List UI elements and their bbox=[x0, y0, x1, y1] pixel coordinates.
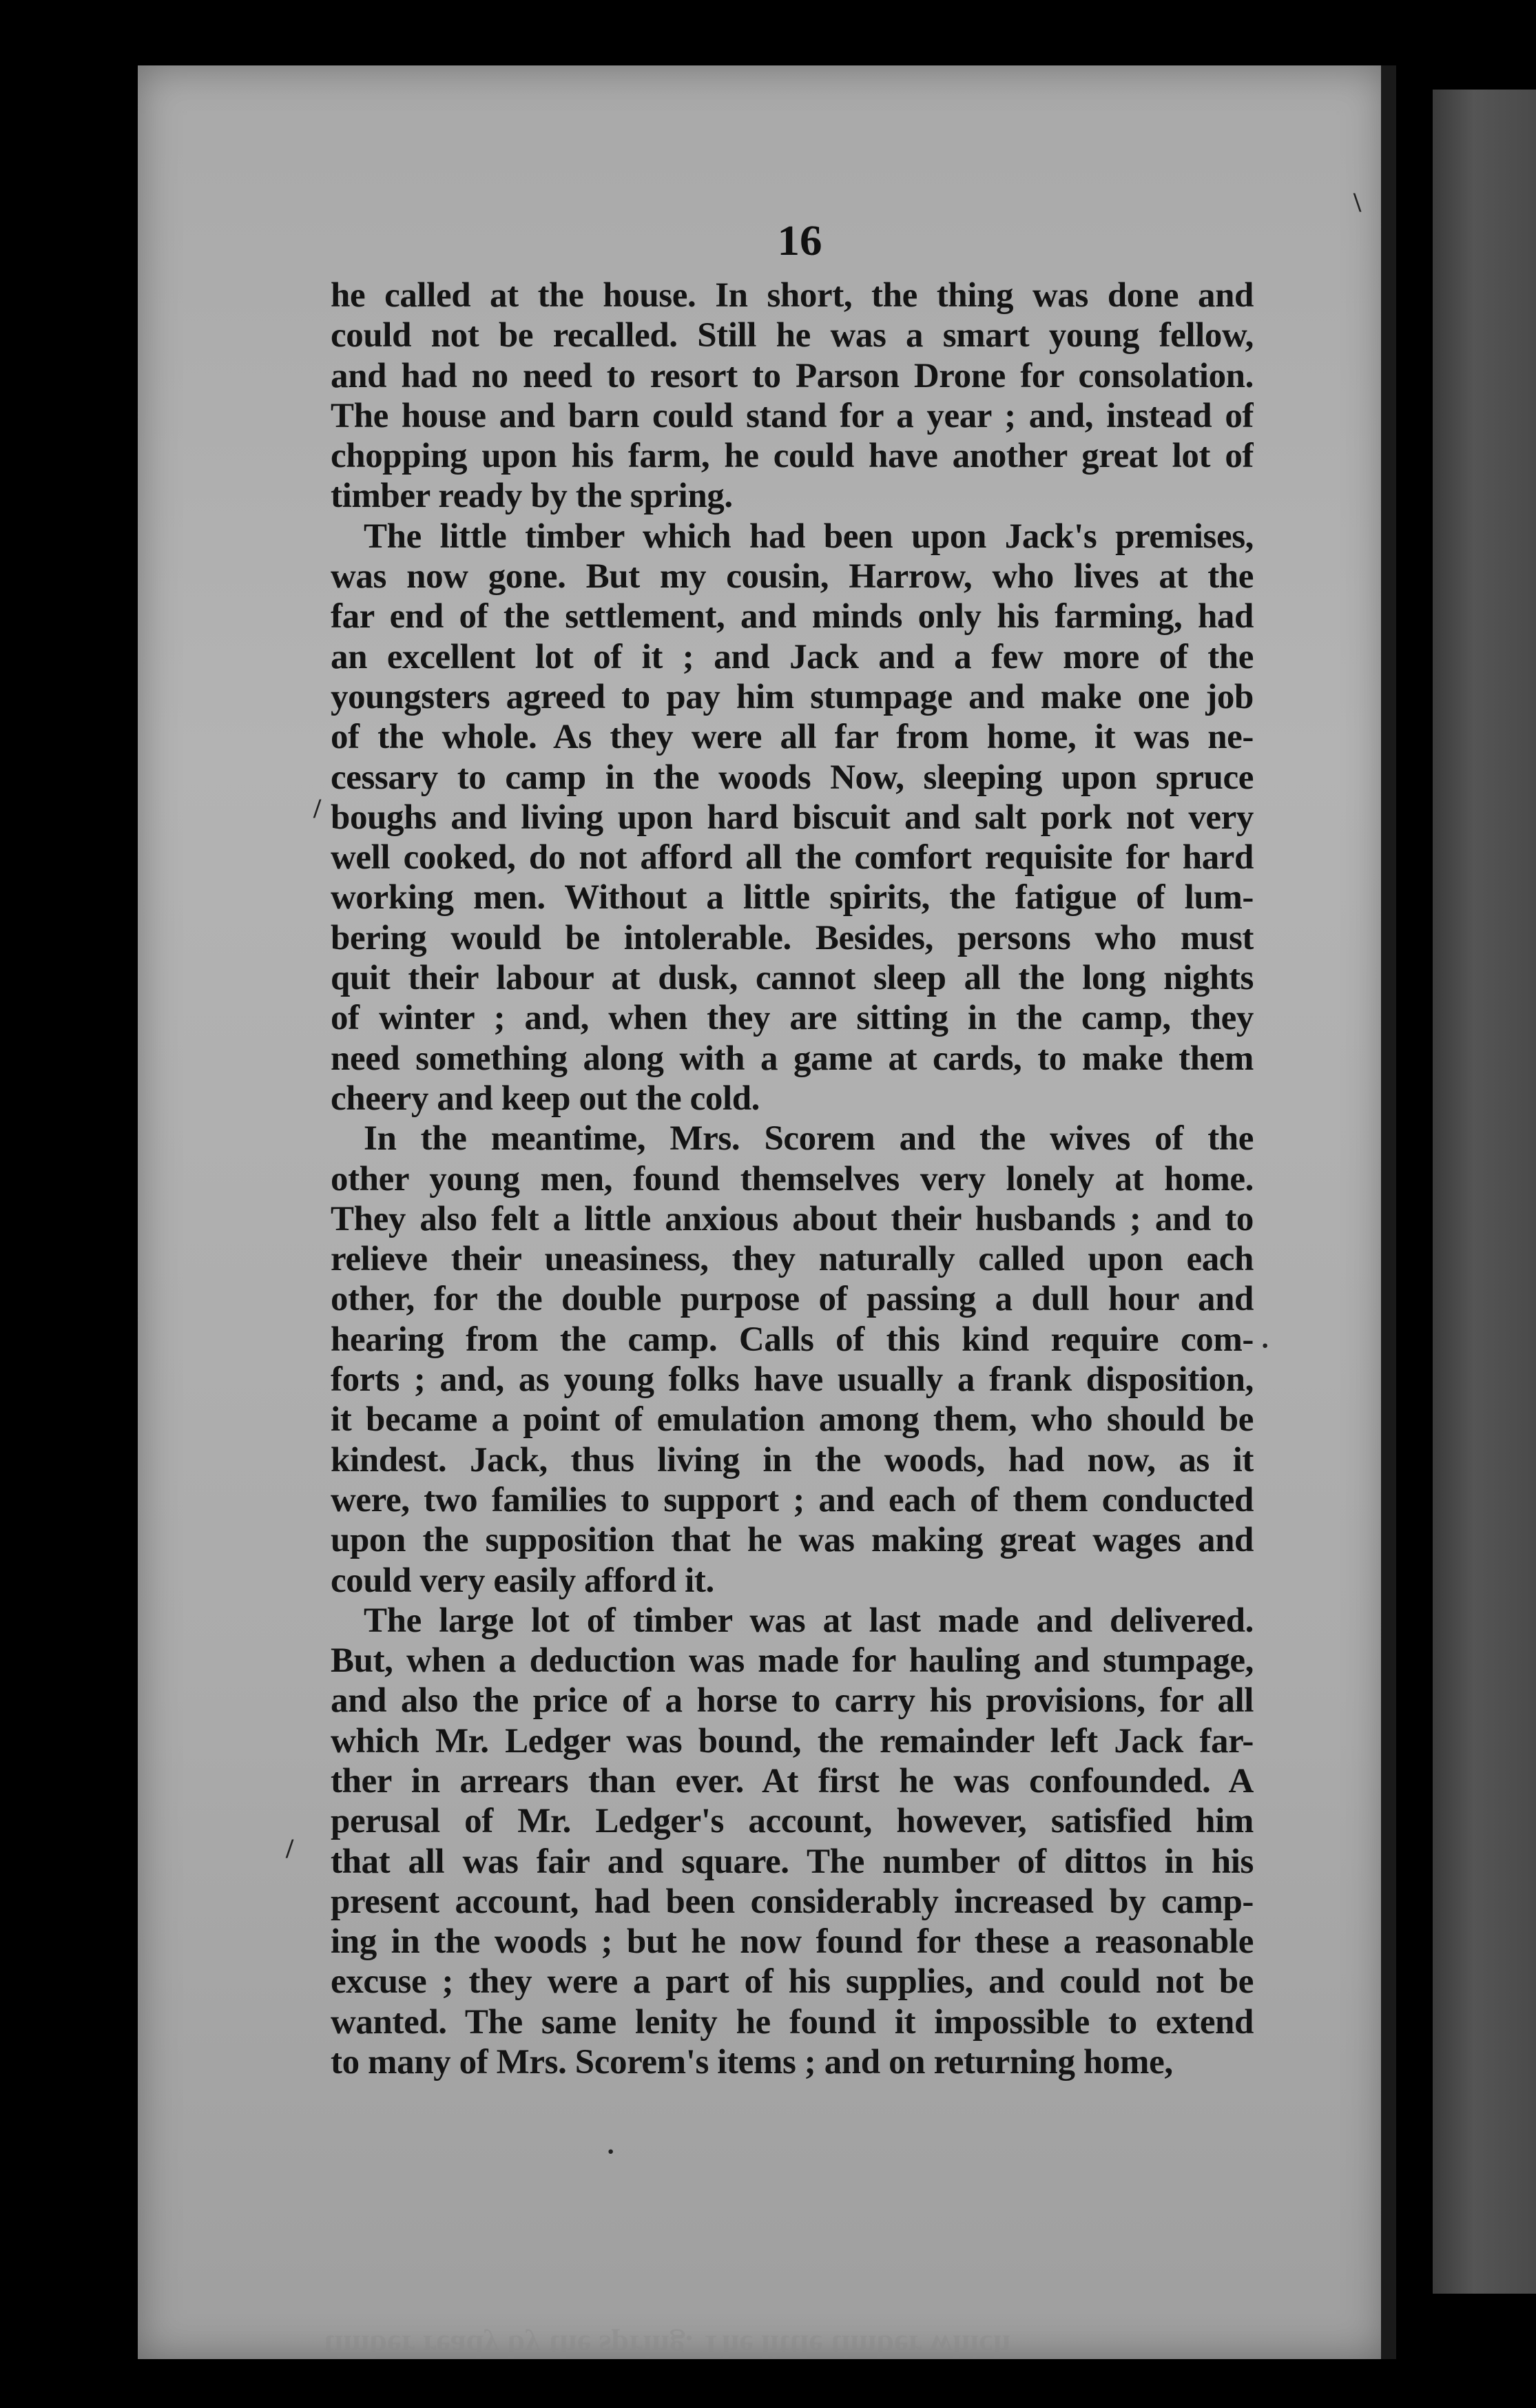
text-line: boughs and living upon hard biscuit and salt pork not very bbox=[331, 798, 1254, 837]
text-line: far end of the settlement, and minds only his farming, had bbox=[331, 597, 1254, 636]
text-line: could very easily afford it. bbox=[331, 1561, 714, 1600]
text-line: well cooked, do not afford all the comfort requisite for hard bbox=[331, 838, 1254, 878]
text-line: and also the price of a horse to carry his provisions, for all bbox=[331, 1681, 1254, 1721]
text-line: In the meantime, Mrs. Scorem and the wives of the bbox=[364, 1119, 1254, 1159]
text-line: bering would be intolerable. Besides, persons who must bbox=[331, 918, 1254, 957]
text-line: present account, had been considerably increased by camp- bbox=[331, 1882, 1254, 1921]
text-line: relieve their uneasiness, they naturally called upon each bbox=[331, 1240, 1254, 1279]
paragraph bbox=[331, 1601, 1254, 2083]
text-line: it became a point of emulation among them, who should be bbox=[331, 1400, 1254, 1440]
text-line: hearing from the camp. Calls of this kind require com- bbox=[331, 1320, 1254, 1359]
margin-mark: · bbox=[606, 2136, 616, 2167]
text-line: The little timber which had been upon Jack's premises, bbox=[364, 517, 1254, 556]
text-line: could not be recalled. Still he was a smart young fellow, bbox=[331, 316, 1254, 355]
text-line: which Mr. Ledger was bound, the remainder left Jack far- bbox=[331, 1721, 1254, 1761]
text-line: of the whole. As they were all far from home, it was ne- bbox=[331, 718, 1254, 757]
text-line: working men. Without a little spirits, the fatigue of lum- bbox=[331, 878, 1254, 917]
margin-mark: · bbox=[1260, 1330, 1270, 1361]
text-line: perusal of Mr. Ledger's account, however, satisfied him bbox=[331, 1802, 1254, 1841]
paragraph bbox=[331, 1119, 1254, 1601]
text-line: need something along with a game at cards, to make them bbox=[331, 1039, 1254, 1078]
bleed-through-text: timber ready by the spring. The little timber which bbox=[324, 2329, 1011, 2364]
text-line: But, when a deduction was made for hauling and stumpage, bbox=[331, 1641, 1254, 1681]
body-text bbox=[331, 276, 1254, 2082]
text-line: was now gone. But my cousin, Harrow, who lives at the bbox=[331, 557, 1254, 596]
text-line: he called at the house. In short, the thing was done and bbox=[331, 276, 1254, 315]
text-line: cessary to camp in the woods Now, sleeping upon spruce bbox=[331, 758, 1254, 797]
text-line: an excellent lot of it ; and Jack and a few more of the bbox=[331, 637, 1254, 676]
text-line: kindest. Jack, thus living in the woods, had now, as it bbox=[331, 1440, 1254, 1480]
text-line: ther in arrears than ever. At first he was confounded. A bbox=[331, 1761, 1254, 1800]
text-line: The house and barn could stand for a year ; and, instead of bbox=[331, 396, 1254, 435]
page-edge bbox=[1381, 65, 1396, 2359]
adjacent-page-strip bbox=[1433, 90, 1536, 2294]
text-line: chopping upon his farm, he could have another great lot of bbox=[331, 437, 1254, 476]
text-line: and had no need to resort to Parson Drone for consolation. bbox=[331, 356, 1254, 395]
text-line: quit their labour at dusk, cannot sleep all the long nights bbox=[331, 959, 1254, 998]
margin-mark: / bbox=[286, 1833, 294, 1864]
paragraph bbox=[331, 276, 1254, 517]
text-line: ing in the woods ; but he now found for these a reasonable bbox=[331, 1922, 1254, 1962]
text-line: excuse ; they were a part of his supplies, and could not be bbox=[331, 1962, 1254, 2002]
margin-mark: / bbox=[313, 793, 322, 824]
text-line: youngsters agreed to pay him stumpage and make one job bbox=[331, 677, 1254, 716]
text-line: The large lot of timber was at last made and delivered. bbox=[364, 1601, 1254, 1640]
text-line: forts ; and, as young folks have usually a frank disposition, bbox=[331, 1360, 1254, 1400]
margin-mark: \ bbox=[1353, 187, 1362, 218]
text-line: that all was fair and square. The number of dittos in his bbox=[331, 1842, 1254, 1881]
text-line: upon the supposition that he was making great wages and bbox=[331, 1521, 1254, 1560]
text-line: other, for the double purpose of passing a dull hour and bbox=[331, 1280, 1254, 1319]
text-line: were, two families to support ; and each of them conducted bbox=[331, 1480, 1254, 1519]
text-line: to many of Mrs. Scorem's items ; and on returning home, bbox=[331, 2043, 1173, 2082]
text-line: They also felt a little anxious about their husbands ; and to bbox=[331, 1199, 1254, 1238]
text-line: of winter ; and, when they are sitting in the camp, they bbox=[331, 999, 1254, 1038]
page-number: 16 bbox=[777, 218, 822, 264]
paragraph bbox=[331, 517, 1254, 1119]
text-line: wanted. The same lenity he found it impossible to extend bbox=[331, 2002, 1254, 2042]
text-line: timber ready by the spring. bbox=[331, 477, 733, 516]
text-line: cheery and keep out the cold. bbox=[331, 1079, 760, 1118]
text-line: other young men, found themselves very lonely at home. bbox=[331, 1159, 1254, 1198]
